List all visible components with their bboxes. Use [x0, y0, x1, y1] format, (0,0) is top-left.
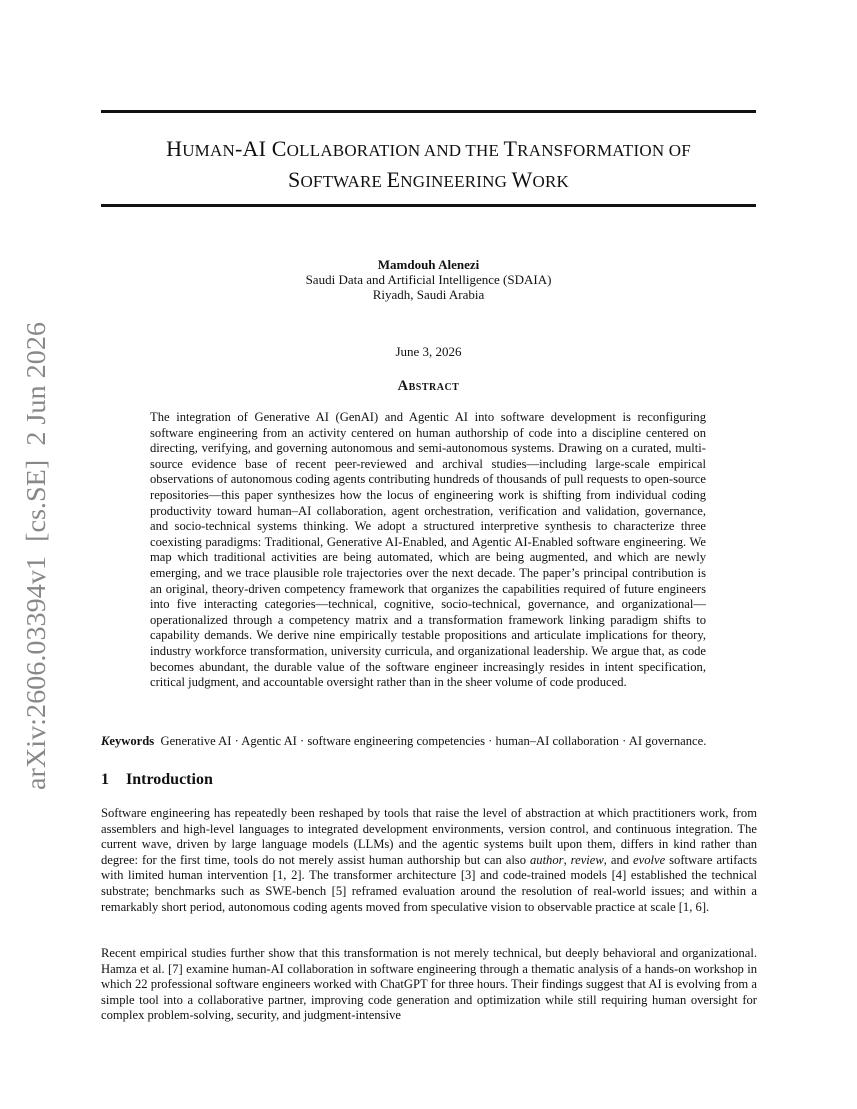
paragraph-run: ,	[563, 852, 571, 867]
title-small-caps: NGINEERING	[400, 172, 512, 191]
abstract-text: The integration of Generative AI (GenAI) and Agentic AI into software development is reconfiguring software engineering from an activity centered on human authorship of code into a discipline centered on directing, verifying, and governing autonomous and semi-autonomous systems. Drawing on a curated, multi-source evidence base of recent peer-reviewed and archival studies—including large-scale empirical observations of autonomous coding agents contributing hundreds of thousands of pull requests to open-source repositories—this paper synthesizes how the locus of engineering work is shifting from individual coding productivity toward human–AI collaboration, agent orchestration, verification and validation, governance, and socio-technical systems thinking. We adopt a structured interpretive synthesis to characterize three coexisting paradigms: Traditional, Generative AI-Enabled, and Agentic AI-Enabled software engineering. We map which traditional activities are being automated, which are being augmented, and which are newly emerging, and we trace plausible role trajectories over the next decade. The paper’s principal contribution is an original, theory-driven competency framework that organizes the capabilities required of future engineers into five interacting categories—technical, cognitive, socio-technical, governance, and organizational—operationalized through a competency matrix and a transformation framework linking paradigm shifts to capability demands. We derive nine empirically testable propositions and articulate implications for theory, industry workforce transformation, university curricula, and organizational leadership. We argue that, as code becomes abundant, the durable value of the software engineer increasingly resides in intent specification, critical judgment, and accountable oversight rather than in the sheer volume of code produced.	[150, 410, 706, 690]
paper-title	[101, 134, 756, 196]
paper-date: June 3, 2026	[395, 344, 462, 359]
arxiv-identifier: arXiv:2606.03394v1 [cs.SE] 2 Jun 2026	[21, 341, 51, 790]
title-capital: S	[288, 167, 301, 192]
paragraph-run: Software engineering has repeatedly been reshaped by tools that raise the level of abstraction at which practitioners work, from assemblers and high-level languages to integrated development environments, version control, and continuous integration. The current wave, driven by large language models (LLMs) and the agentic systems built upon them, differs in kind rather than degree: for the first time, tools do not merely assist human authorship but can also	[101, 806, 757, 867]
keywords-label-initial: K	[101, 734, 110, 748]
title-capital: E	[386, 167, 401, 192]
arxiv-side-stamp	[18, 320, 52, 790]
keywords	[101, 734, 761, 749]
abstract-heading: Abstract	[397, 378, 460, 394]
title-line-2	[101, 165, 756, 196]
keywords-label-rest: eywords	[109, 734, 155, 748]
emphasized-term: review	[570, 852, 604, 867]
title-capital: W	[511, 167, 533, 192]
title-small-caps: RANSFORMATION OF	[517, 141, 691, 160]
title-rule-top	[101, 110, 756, 113]
title-small-caps: OLLABORATION AND THE	[286, 141, 504, 160]
title-capital: H	[166, 136, 183, 161]
author-block	[101, 257, 756, 302]
paragraph-run: software artifacts with limited human intervention [1, 2]. The transformer architecture [3] and code-trained models [4] established the technical substrate; benchmarks such as SWE-bench [5] reframed evaluation around the resolution of real-world issues; and within a remarkably short period, autonomous coding agents moved from speculative vision to observable practice at scale [1, 6].	[101, 852, 758, 914]
title-small-caps: OFTWARE	[300, 172, 387, 191]
title-small-caps: ORK	[532, 172, 569, 191]
emphasized-term: author	[529, 852, 564, 867]
title-text-segment: -AI	[234, 136, 272, 161]
title-rule-bottom	[101, 204, 756, 207]
author-affiliation: Saudi Data and Artificial Intelligence (SDAIA)	[305, 272, 552, 287]
section-title: Introduction	[126, 771, 213, 788]
author-location: Riyadh, Saudi Arabia	[372, 287, 485, 302]
title-capital: C	[271, 136, 287, 161]
title-capital: T	[503, 136, 518, 161]
keywords-list: Generative AI · Agentic AI · software engineering competencies · human–AI collaboration · AI governance.	[160, 734, 707, 748]
title-small-caps: UMAN	[182, 141, 235, 160]
author-name: Mamdouh Alenezi	[377, 257, 480, 272]
emphasized-term: evolve	[633, 852, 666, 867]
paragraph-run: , and	[603, 852, 634, 867]
intro-paragraph-2: Recent empirical studies further show that this transformation is not merely technical, but deeply behavioral and organizational. Hamza et al. [7] examine human-AI collaboration in software engineering through a thematic analysis of a hands-on workshop in which 22 professional software engineers worked with ChatGPT for three hours. Their findings suggest that AI is evolving from a simple tool into a collaborative partner, improving code generation and optimization while still requiring human oversight for complex problem-solving, security, and judgment-intensive	[101, 946, 757, 1023]
intro-paragraph-1	[101, 806, 757, 915]
title-line-1	[101, 134, 756, 165]
section-heading-introduction	[101, 771, 213, 789]
section-number: 1	[101, 771, 109, 788]
